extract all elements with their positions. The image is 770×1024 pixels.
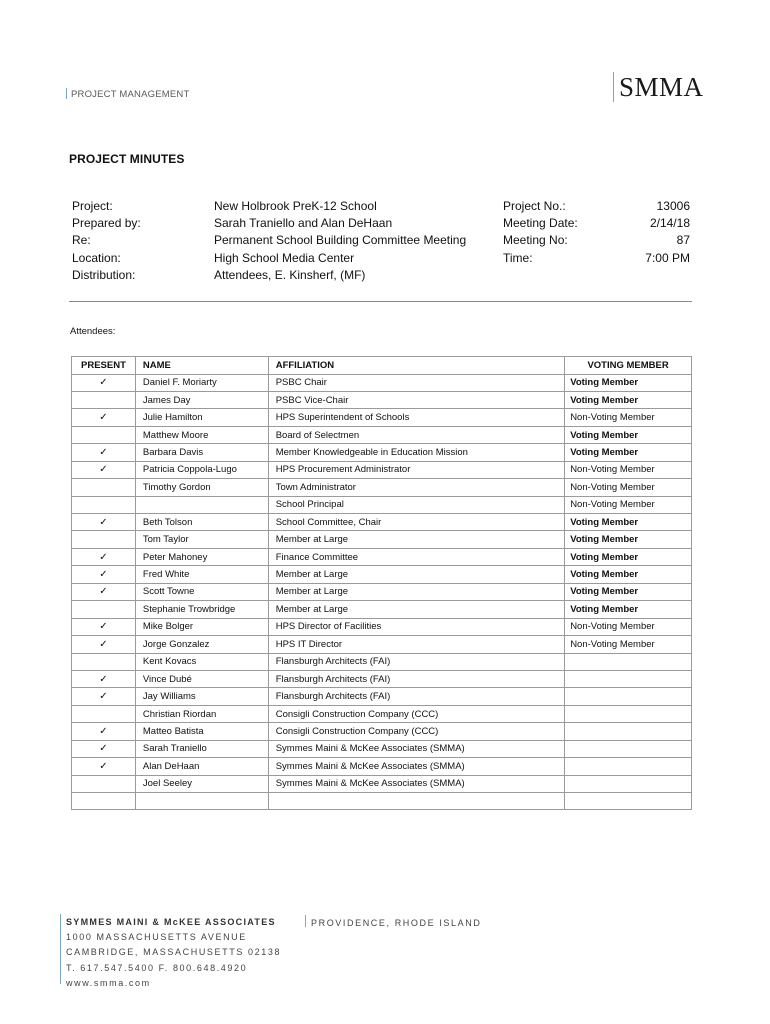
affiliation-cell: Member Knowledgeable in Education Mission	[268, 444, 564, 461]
present-cell	[72, 391, 136, 408]
present-cell	[72, 793, 136, 810]
present-cell	[72, 688, 136, 705]
name-cell: Jorge Gonzalez	[135, 636, 268, 653]
affiliation-cell: Symmes Maini & McKee Associates (SMMA)	[268, 775, 564, 792]
voting-cell: Voting Member	[565, 583, 692, 600]
voting-cell	[565, 705, 692, 722]
meeting-date: 2/14/18	[649, 216, 690, 231]
table-row	[72, 479, 692, 496]
info-label: Meeting No:	[503, 233, 568, 248]
checkmark-icon: ✓	[99, 551, 108, 563]
affiliation-cell: Member at Large	[268, 601, 564, 618]
affiliation-cell: Consigli Construction Company (CCC)	[268, 705, 564, 722]
voting-cell	[565, 775, 692, 792]
name-cell: Stephanie Trowbridge	[135, 601, 268, 618]
table-row	[72, 566, 692, 583]
table-row	[72, 583, 692, 600]
prepared-by: Sarah Traniello and Alan DeHaan	[214, 216, 393, 231]
present-cell	[72, 566, 136, 583]
name-cell: Matthew Moore	[135, 426, 268, 443]
section-divider	[69, 301, 692, 302]
header-department	[66, 88, 190, 100]
name-cell	[135, 496, 268, 513]
checkmark-icon: ✓	[99, 516, 108, 528]
name-cell: Alan DeHaan	[135, 758, 268, 775]
present-cell	[72, 583, 136, 600]
table-row	[72, 670, 692, 687]
voting-cell: Voting Member	[565, 531, 692, 548]
name-cell	[135, 793, 268, 810]
name-cell: Beth Tolson	[135, 514, 268, 531]
affiliation-cell: Finance Committee	[268, 548, 564, 565]
footer-website: www.smma.com	[66, 977, 151, 988]
department-label: PROJECT MANAGEMENT	[71, 89, 190, 100]
checkmark-icon: ✓	[99, 412, 108, 424]
voting-cell	[565, 670, 692, 687]
project-info-values	[214, 198, 466, 284]
present-cell	[72, 775, 136, 792]
voting-cell: Voting Member	[565, 601, 692, 618]
voting-cell: Non-Voting Member	[565, 461, 692, 478]
present-cell	[72, 601, 136, 618]
column-header-affiliation: AFFILIATION	[268, 357, 564, 375]
checkmark-icon: ✓	[99, 673, 108, 685]
voting-cell: Voting Member	[565, 426, 692, 443]
table-header-row	[72, 357, 692, 375]
distribution-list: Attendees, E. Kinsherf, (MF)	[214, 267, 366, 282]
present-cell	[72, 723, 136, 740]
info-label: Location:	[72, 250, 121, 265]
column-header-voting-member: VOTING MEMBER	[565, 357, 692, 375]
checkmark-icon: ✓	[99, 691, 108, 703]
name-cell: Julie Hamilton	[135, 409, 268, 426]
voting-cell: Non-Voting Member	[565, 618, 692, 635]
checkmark-icon: ✓	[99, 621, 108, 633]
info-label: Distribution:	[72, 267, 136, 282]
header-divider	[66, 88, 67, 99]
table-row	[72, 705, 692, 722]
footer-city: CAMBRIDGE, MASSACHUSETTS 02138	[66, 947, 282, 958]
name-cell: Sarah Traniello	[135, 740, 268, 757]
voting-cell	[565, 758, 692, 775]
footer-firm-name: SYMMES MAINI & McKEE ASSOCIATES	[66, 917, 276, 927]
info-label: Prepared by:	[72, 216, 141, 231]
voting-cell	[565, 793, 692, 810]
project-info-labels	[72, 198, 141, 284]
voting-cell: Voting Member	[565, 514, 692, 531]
table-row	[72, 531, 692, 548]
name-cell: Tom Taylor	[135, 531, 268, 548]
smma-logo: SMMA	[613, 72, 704, 102]
present-cell	[72, 740, 136, 757]
checkmark-icon: ✓	[99, 586, 108, 598]
column-header-present: PRESENT	[72, 357, 136, 375]
affiliation-cell: Symmes Maini & McKee Associates (SMMA)	[268, 740, 564, 757]
affiliation-cell: PSBC Chair	[268, 374, 564, 391]
info-label: Project No.:	[503, 199, 566, 213]
affiliation-cell: School Committee, Chair	[268, 514, 564, 531]
name-cell: Vince Dubé	[135, 670, 268, 687]
checkmark-icon: ✓	[99, 743, 108, 755]
table-row	[72, 758, 692, 775]
name-cell: Fred White	[135, 566, 268, 583]
present-cell	[72, 479, 136, 496]
table-row	[72, 461, 692, 478]
meeting-info-labels	[503, 198, 578, 267]
checkmark-icon: ✓	[99, 446, 108, 458]
present-cell	[72, 758, 136, 775]
affiliation-cell: HPS Superintendent of Schools	[268, 409, 564, 426]
info-label: Time:	[503, 250, 533, 265]
checkmark-icon: ✓	[99, 638, 108, 650]
present-cell	[72, 670, 136, 687]
affiliation-cell	[268, 793, 564, 810]
voting-cell	[565, 688, 692, 705]
present-cell	[72, 531, 136, 548]
table-row	[72, 374, 692, 391]
table-row	[72, 514, 692, 531]
name-cell: Peter Mahoney	[135, 548, 268, 565]
meeting-location: High School Media Center	[214, 250, 355, 265]
checkmark-icon: ✓	[99, 464, 108, 476]
table-row	[72, 723, 692, 740]
affiliation-cell: PSBC Vice-Chair	[268, 391, 564, 408]
affiliation-cell: HPS IT Director	[268, 636, 564, 653]
meeting-time: 7:00 PM	[645, 250, 690, 265]
voting-cell	[565, 740, 692, 757]
affiliation-cell: Flansburgh Architects (FAI)	[268, 653, 564, 670]
affiliation-cell: Consigli Construction Company (CCC)	[268, 723, 564, 740]
attendees-table	[71, 356, 692, 810]
voting-cell: Voting Member	[565, 391, 692, 408]
checkmark-icon: ✓	[99, 377, 108, 389]
table-row	[72, 426, 692, 443]
table-row	[72, 548, 692, 565]
table-row	[72, 601, 692, 618]
name-cell: Jay Williams	[135, 688, 268, 705]
affiliation-cell: School Principal	[268, 496, 564, 513]
info-label: Re:	[72, 233, 91, 248]
checkmark-icon: ✓	[99, 569, 108, 581]
name-cell: Kent Kovacs	[135, 653, 268, 670]
footer-street: 1000 MASSACHUSETTS AVENUE	[66, 932, 247, 943]
voting-cell: Voting Member	[565, 566, 692, 583]
table-row	[72, 391, 692, 408]
table-row	[72, 653, 692, 670]
name-cell: Daniel F. Moriarty	[135, 374, 268, 391]
name-cell: Christian Riordan	[135, 705, 268, 722]
voting-cell: Non-Voting Member	[565, 409, 692, 426]
present-cell	[72, 618, 136, 635]
voting-cell: Voting Member	[565, 444, 692, 461]
voting-cell	[565, 653, 692, 670]
info-label: Project:	[72, 199, 113, 213]
present-cell	[72, 514, 136, 531]
present-cell	[72, 374, 136, 391]
present-cell	[72, 461, 136, 478]
present-cell	[72, 548, 136, 565]
affiliation-cell: HPS Director of Facilities	[268, 618, 564, 635]
voting-cell: Voting Member	[565, 548, 692, 565]
table-row	[72, 688, 692, 705]
column-header-name: NAME	[135, 357, 268, 375]
name-cell: James Day	[135, 391, 268, 408]
affiliation-cell: Board of Selectmen	[268, 426, 564, 443]
meeting-subject: Permanent School Building Committee Meeting	[214, 233, 467, 248]
voting-cell: Voting Member	[565, 374, 692, 391]
present-cell	[72, 409, 136, 426]
name-cell: Scott Towne	[135, 583, 268, 600]
meeting-info-values	[590, 198, 690, 267]
footer-phone: T. 617.547.5400 F. 800.648.4920	[66, 962, 248, 973]
table-row	[72, 409, 692, 426]
table-row	[72, 496, 692, 513]
footer-divider	[60, 914, 61, 984]
checkmark-icon: ✓	[99, 725, 108, 737]
affiliation-cell: Flansburgh Architects (FAI)	[268, 688, 564, 705]
name-cell: Barbara Davis	[135, 444, 268, 461]
table-row	[72, 793, 692, 810]
present-cell	[72, 636, 136, 653]
footer-divider	[305, 915, 306, 927]
present-cell	[72, 426, 136, 443]
attendees-table-body	[72, 374, 692, 810]
name-cell: Joel Seeley	[135, 775, 268, 792]
meeting-number: 87	[676, 233, 690, 248]
table-row	[72, 740, 692, 757]
name-cell: Matteo Batista	[135, 723, 268, 740]
present-cell	[72, 705, 136, 722]
affiliation-cell: Member at Large	[268, 531, 564, 548]
voting-cell: Non-Voting Member	[565, 496, 692, 513]
name-cell: Timothy Gordon	[135, 479, 268, 496]
table-row	[72, 444, 692, 461]
footer-office: PROVIDENCE, RHODE ISLAND	[311, 918, 482, 928]
table-row	[72, 636, 692, 653]
info-label: Meeting Date:	[503, 216, 578, 231]
footer-address	[66, 915, 281, 991]
table-row	[72, 618, 692, 635]
affiliation-cell: Symmes Maini & McKee Associates (SMMA)	[268, 758, 564, 775]
present-cell	[72, 444, 136, 461]
present-cell	[72, 653, 136, 670]
name-cell: Patricia Coppola-Lugo	[135, 461, 268, 478]
affiliation-cell: HPS Procurement Administrator	[268, 461, 564, 478]
affiliation-cell: Member at Large	[268, 566, 564, 583]
present-cell	[72, 496, 136, 513]
document-title: PROJECT MINUTES	[69, 152, 185, 166]
project-name: New Holbrook PreK-12 School	[214, 199, 377, 213]
affiliation-cell: Member at Large	[268, 583, 564, 600]
voting-cell: Non-Voting Member	[565, 636, 692, 653]
affiliation-cell: Flansburgh Architects (FAI)	[268, 670, 564, 687]
voting-cell	[565, 723, 692, 740]
affiliation-cell: Town Administrator	[268, 479, 564, 496]
project-number: 13006	[656, 199, 690, 213]
attendees-label: Attendees:	[70, 326, 116, 337]
checkmark-icon: ✓	[99, 760, 108, 772]
voting-cell: Non-Voting Member	[565, 479, 692, 496]
table-row	[72, 775, 692, 792]
name-cell: Mike Bolger	[135, 618, 268, 635]
